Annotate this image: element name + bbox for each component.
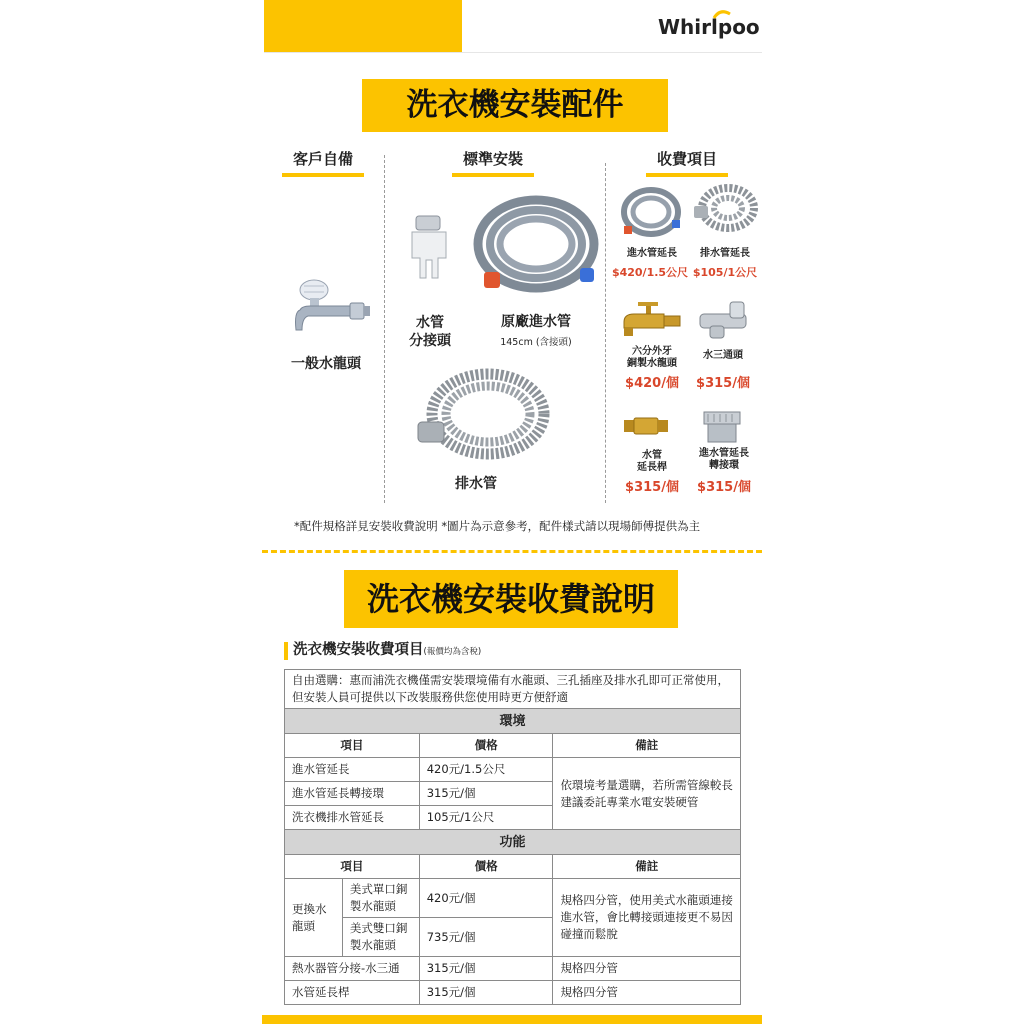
paid-item-3-price: $420/個: [625, 376, 679, 391]
cell-faucet-group: 更換水龍頭: [285, 879, 343, 957]
adapter-ring-icon: [700, 410, 744, 444]
header-divider: [264, 52, 762, 53]
paid-item-5-price: $315/個: [625, 480, 679, 495]
col-header-price: 價格: [419, 734, 553, 758]
fee-section-title-text: 洗衣機安裝收費項目: [293, 642, 424, 658]
paid-item-6-price: $315/個: [697, 480, 751, 495]
banner-accessories-title: 洗衣機安裝配件: [362, 79, 668, 132]
table-row: [285, 957, 741, 981]
column-divider: [384, 155, 385, 503]
column-underline: [452, 173, 534, 177]
faucet-label: 一般水龍頭: [291, 356, 361, 372]
table-row: [285, 981, 741, 1005]
paid-item-1-name: 進水管延長: [627, 248, 677, 259]
fee-table: [284, 669, 741, 1005]
column-underline: [646, 173, 728, 177]
brass-faucet-icon: [620, 298, 684, 342]
column-header-paid: [646, 148, 728, 177]
table-row: [285, 709, 741, 734]
brand-logo: [650, 8, 760, 44]
hose-adapter-label-line1: 水管: [416, 315, 444, 331]
cell-item: 進水管延長轉接環: [285, 782, 420, 806]
paid-item-5-name: [614, 450, 690, 474]
inlet-hose-icon: [462, 182, 610, 308]
cell-remark: 規格四分管: [553, 957, 741, 981]
cell-item: 熱水器管分接-水三通: [285, 957, 420, 981]
col-header-remark: 備註: [553, 855, 741, 879]
cell-remark: 規格四分管: [553, 981, 741, 1005]
paid-item-4-price: $315/個: [696, 376, 750, 391]
paid-item-4-name: 水三通頭: [703, 350, 743, 361]
cell-item: 洗衣機排水管延長: [285, 806, 420, 830]
faucet-icon: [290, 276, 374, 346]
hose-adapter-label: [404, 314, 456, 350]
cell-item: 進水管延長: [285, 758, 420, 782]
col-header-item: 項目: [285, 734, 420, 758]
fee-section-title: [284, 642, 481, 660]
paid-item-6-name: [686, 448, 762, 472]
column-header-standard-label: 標準安裝: [462, 150, 523, 168]
paid-item-5-name-line1: 水管: [642, 450, 662, 461]
footnote: *配件規格詳見安裝收費說明 *圖片為示意參考，配件樣式請以現場師傅提供為主: [294, 519, 701, 533]
cell-price: 315元/個: [419, 782, 553, 806]
cell-price: 315元/個: [419, 981, 553, 1005]
drain-hose-label: 排水管: [455, 476, 497, 492]
table-row: [285, 830, 741, 855]
cell-price: 420元/個: [419, 879, 553, 918]
paid-item-6-name-line2: 轉接環: [709, 460, 739, 471]
paid-item-2-name: 排水管延長: [700, 248, 750, 259]
fee-section-note: (報價均為含稅): [423, 647, 482, 657]
table-row: [285, 758, 741, 782]
drain-extension-icon: [690, 180, 760, 238]
paid-item-3-name-line1: 六分外牙: [632, 346, 672, 357]
col-header-item: 項目: [285, 855, 420, 879]
col-header-remark: 備註: [553, 734, 741, 758]
cell-price: 735元/個: [419, 918, 553, 957]
header-yellow-block: [264, 0, 462, 52]
column-header-self-label: 客戶自備: [292, 150, 353, 168]
table-row: [285, 879, 741, 918]
cell-remark: 規格四分管，使用美式水龍頭連接進水管，會比轉接頭連接更不易因碰撞而鬆脫: [553, 879, 741, 957]
paid-item-3-name: [614, 346, 690, 370]
group-header-func: 功能: [285, 830, 741, 855]
paid-item-5-name-line2: 延長桿: [637, 462, 667, 473]
hose-adapter-label-line2: 分接頭: [409, 333, 451, 349]
extension-rod-icon: [622, 414, 670, 438]
paid-item-2-price: $105/1公尺: [692, 266, 758, 279]
drain-hose-icon: [408, 360, 556, 466]
svg-text:Whirlpool: Whirlpool: [658, 15, 760, 39]
table-row: [285, 670, 741, 709]
bottom-yellow-bar: [262, 1015, 762, 1024]
cell-remark: 依環境考量選購，若所需管線較長建議委託專業水電安裝硬管: [553, 758, 741, 830]
tee-fitting-icon: [696, 300, 750, 340]
inlet-hose-label: 原廠進水管: [501, 314, 571, 330]
paid-item-6-name-line1: 進水管延長: [699, 448, 749, 459]
table-row: [285, 734, 741, 758]
inlet-hose-spec: 145cm (含接頭): [500, 337, 572, 348]
column-underline: [282, 173, 364, 177]
column-header-standard: [452, 148, 534, 177]
cell-item: 水管延長桿: [285, 981, 420, 1005]
fee-table-intro: 自由選購：惠而浦洗衣機僅需安裝環境備有水龍頭、三孔插座及排水孔即可正常使用，但安裝人員可提供以下改裝服務供您使用時更方便舒適: [285, 670, 741, 709]
hose-adapter-icon: [404, 214, 454, 284]
column-header-self: [282, 148, 364, 177]
inlet-extension-icon: [616, 180, 686, 244]
section-divider: [262, 550, 762, 553]
cell-price: 420元/1.5公尺: [419, 758, 553, 782]
col-header-price: 價格: [419, 855, 553, 879]
cell-price: 315元/個: [419, 957, 553, 981]
paid-item-3-name-line2: 銅製水龍頭: [627, 358, 677, 369]
cell-price: 105元/1公尺: [419, 806, 553, 830]
paid-item-1-price: $420/1.5公尺: [611, 266, 689, 279]
cell-item: 美式雙口銅製水龍頭: [342, 918, 419, 957]
group-header-env: 環境: [285, 709, 741, 734]
cell-item: 美式單口銅製水龍頭: [342, 879, 419, 918]
column-header-paid-label: 收費項目: [656, 150, 717, 168]
table-row: [285, 855, 741, 879]
banner-fee-title: 洗衣機安裝收費說明: [344, 570, 678, 628]
